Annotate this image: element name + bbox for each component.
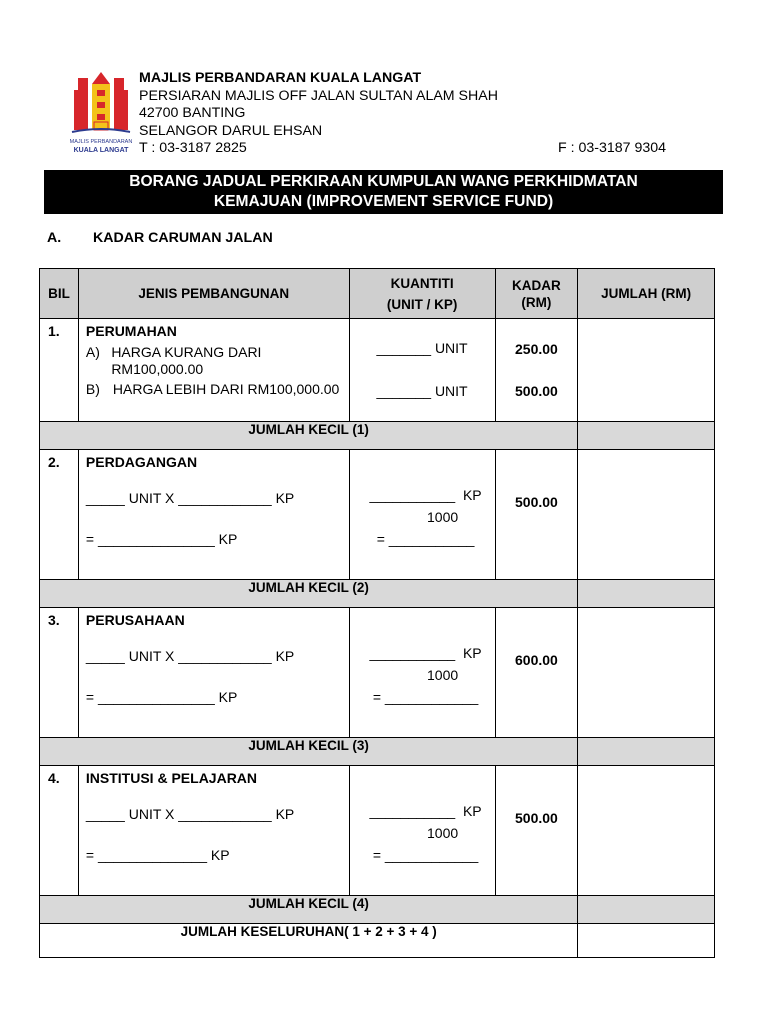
option-a-key: A) [85, 344, 100, 360]
row-description [78, 319, 349, 422]
amount-cell[interactable] [578, 450, 715, 580]
result-field[interactable]: = _______________ KP [85, 689, 238, 705]
subtotal-row [40, 738, 715, 766]
contact-line [139, 140, 709, 158]
quantity-result-field[interactable]: = ____________ [372, 689, 479, 705]
subtotal-amount[interactable] [578, 422, 715, 450]
quantity-b-field[interactable]: _______ UNIT [376, 383, 468, 399]
option-b-key: B) [85, 381, 100, 397]
quantity-cell[interactable] [349, 450, 495, 580]
table-row [40, 766, 715, 896]
rate-cell [495, 766, 578, 896]
header-kuantiti-line2: (UNIT / KP) [386, 296, 458, 312]
rate-cell [495, 450, 578, 580]
option-a [86, 344, 343, 378]
grand-total-row [40, 924, 715, 958]
row-number: 3. [40, 608, 79, 738]
amount-cell[interactable] [578, 766, 715, 896]
contribution-table [39, 268, 715, 958]
quantity-a-field[interactable]: _______ UNIT [376, 340, 468, 356]
row-title: INSTITUSI & PELAJARAN [85, 770, 258, 786]
row-description [78, 450, 349, 580]
rate-b: 500.00 [515, 383, 558, 399]
address-line-2: 42700 BANTING [139, 105, 246, 122]
grand-total-amount[interactable] [578, 924, 715, 958]
subtotal-amount[interactable] [578, 896, 715, 924]
subtotal-row [40, 580, 715, 608]
rate-cell [495, 608, 578, 738]
kp-field[interactable]: ___________ KP [369, 487, 482, 503]
result-field[interactable]: = ______________ KP [85, 847, 230, 863]
phone-number: T : 03-3187 2825 [139, 140, 247, 157]
grand-total-label: JUMLAH KESELURUHAN( 1 + 2 + 3 + 4 ) [40, 924, 578, 958]
subtotal-label: JUMLAH KECIL (1) [40, 422, 578, 450]
address-line-3: SELANGOR DARUL EHSAN [139, 122, 323, 139]
logo-text-line2: KUALA LANGAT [73, 147, 129, 154]
section-letter: A. [47, 230, 62, 246]
option-a-text: HARGA KURANG DARI RM100,000.00 [111, 344, 262, 377]
subtotal-amount[interactable] [578, 738, 715, 766]
amount-cell[interactable] [578, 608, 715, 738]
row-number: 1. [40, 319, 79, 422]
divisor: 1000 [427, 509, 459, 525]
rate-a: 250.00 [515, 341, 558, 357]
organisation-name: MAJLIS PERBANDARAN KUALA LANGAT [139, 70, 422, 86]
rate-value: 600.00 [515, 652, 558, 668]
row-title: PERDAGANGAN [85, 454, 198, 470]
table-row [40, 319, 715, 422]
rate-value: 500.00 [515, 494, 558, 510]
address-line-1: PERSIARAN MAJLIS OFF JALAN SULTAN ALAM SHAH [139, 87, 498, 104]
table-row [40, 450, 715, 580]
form-title-banner [44, 170, 723, 214]
section-title: KADAR CARUMAN JALAN [93, 230, 273, 246]
header-kadar-line2: (RM) [521, 294, 552, 310]
table-header-row [40, 269, 715, 319]
divisor: 1000 [427, 825, 459, 841]
table-row [40, 608, 715, 738]
subtotal-row [40, 422, 715, 450]
subtotal-label: JUMLAH KECIL (2) [40, 580, 578, 608]
row-title: PERUMAHAN [85, 323, 177, 339]
header-kuantiti-line1: KUANTITI [390, 275, 454, 291]
subtotal-amount[interactable] [578, 580, 715, 608]
organisation-details [139, 70, 709, 158]
rate-value: 500.00 [515, 810, 558, 826]
form-title-line-2: KEMAJUAN (IMPROVEMENT SERVICE FUND) [213, 192, 554, 210]
unit-calculation-field[interactable]: _____ UNIT X ____________ KP [85, 648, 295, 664]
row-title: PERUSAHAAN [85, 612, 185, 628]
row-number: 2. [40, 450, 79, 580]
header-bil: BIL [40, 269, 79, 319]
divisor: 1000 [427, 667, 459, 683]
subtotal-row [40, 896, 715, 924]
form-title-line-1: BORANG JADUAL PERKIRAAN KUMPULAN WANG PERKHIDMATAN [129, 173, 638, 190]
amount-cell[interactable] [578, 319, 715, 422]
subtotal-label: JUMLAH KECIL (4) [40, 896, 578, 924]
header-kadar [495, 269, 578, 319]
row-description [78, 766, 349, 896]
quantity-cell[interactable] [349, 608, 495, 738]
quantity-result-field[interactable]: = ___________ [376, 531, 475, 547]
kp-field[interactable]: ___________ KP [369, 803, 482, 819]
row-number: 4. [40, 766, 79, 896]
row-description [78, 608, 349, 738]
unit-calculation-field[interactable]: _____ UNIT X ____________ KP [85, 490, 295, 506]
logo-text-line1: MAJLIS PERBANDARAN [70, 139, 132, 145]
header-jumlah: JUMLAH (RM) [578, 269, 715, 319]
option-b-text: HARGA LEBIH DARI RM100,000.00 [112, 381, 340, 397]
kp-field[interactable]: ___________ KP [369, 645, 482, 661]
section-heading [47, 230, 273, 246]
rate-cell [495, 319, 578, 422]
quantity-cell[interactable] [349, 766, 495, 896]
header-kuantiti [349, 269, 495, 319]
header-jenis: JENIS PEMBANGUNAN [78, 269, 349, 319]
quantity-result-field[interactable]: = ____________ [372, 847, 479, 863]
subtotal-label: JUMLAH KECIL (3) [40, 738, 578, 766]
option-b [86, 381, 343, 398]
result-field[interactable]: = _______________ KP [85, 531, 238, 547]
fax-number: F : 03-3187 9304 [558, 140, 667, 157]
council-logo [70, 70, 132, 158]
letterhead [70, 70, 710, 160]
header-kadar-line1: KADAR [512, 277, 561, 293]
quantity-cell[interactable] [349, 319, 495, 422]
unit-calculation-field[interactable]: _____ UNIT X ____________ KP [85, 806, 295, 822]
